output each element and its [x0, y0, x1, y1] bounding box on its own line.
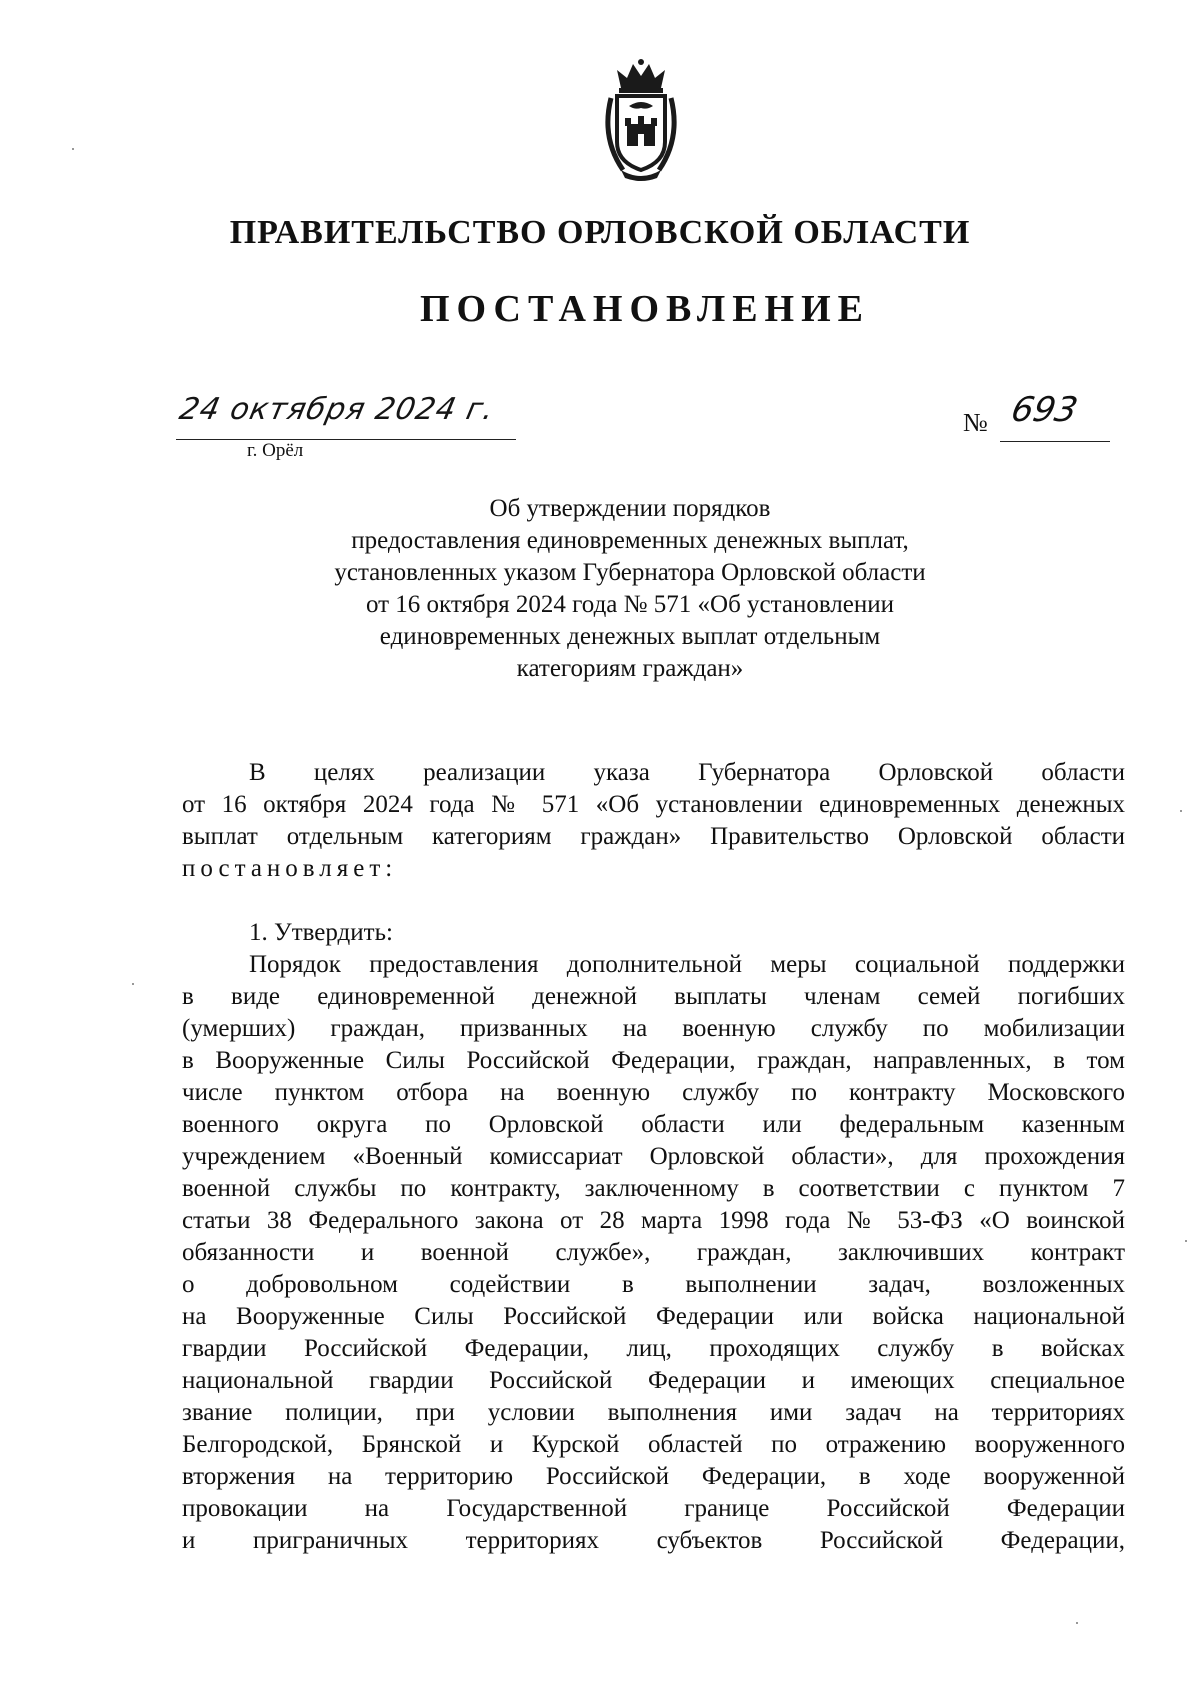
item-line: обязанности и военной службе», граждан, заключивших контракт [182, 1239, 1125, 1266]
document-subject [240, 493, 1020, 685]
paragraph-gap [182, 885, 1125, 917]
item-line: Белгородской, Брянской и Курской областей по отражению вооруженного [182, 1431, 1125, 1458]
preamble-decree-word: постановляет: [182, 855, 398, 882]
document-body [182, 757, 1125, 1557]
subject-line: от 16 октября 2024 года № 571 «Об установлении [365, 591, 895, 618]
item-line: на Вооруженные Силы Российской Федерации или войска национальной [182, 1303, 1125, 1330]
scan-speck [72, 148, 74, 150]
subject-line: категориям граждан» [516, 655, 744, 682]
handwritten-date: 24 октября 2024 г. [176, 392, 498, 427]
subject-line: Об утверждении порядков [489, 495, 771, 522]
item-line: провокации на Государственной границе Российской Федерации [182, 1495, 1125, 1522]
handwritten-number: 693 [1007, 390, 1082, 430]
item-line: статьи 38 Федерального закона от 28 марта 1998 года № 53-ФЗ «О воинской [182, 1207, 1125, 1234]
item-line: о добровольном содействии в выполнении задач, возложенных [182, 1271, 1125, 1298]
item-line: (умерших) граждан, призванных на военную службу по мобилизации [182, 1015, 1125, 1042]
preamble-line: выплат отдельным категориям граждан» Правительство Орловской области [182, 823, 1125, 850]
preamble-line: от 16 октября 2024 года № 571 «Об установлении единовременных денежных [182, 791, 1125, 818]
scan-speck [1180, 810, 1182, 812]
item-heading: 1. Утвердить: [249, 919, 393, 946]
item-line: в виде единовременной денежной выплаты членам семей погибших [182, 983, 1125, 1010]
item-line: военной службы по контракту, заключенному в соответствии с пунктом 7 [182, 1175, 1125, 1202]
item-line: в Вооруженные Силы Российской Федерации, граждан, направленных, в том [182, 1047, 1125, 1074]
preamble-line: В целях реализации указа Губернатора Орловской области [249, 759, 1125, 786]
item-line: вторжения на территорию Российской Федерации, в ходе вооруженной [182, 1463, 1125, 1490]
city-label: г. Орёл [247, 440, 304, 461]
date-underline [176, 439, 516, 440]
scan-speck [132, 983, 134, 985]
orel-region-coat-of-arms-icon [597, 58, 685, 184]
item-line: гвардии Российской Федерации, лиц, проходящих службу в войсках [182, 1335, 1125, 1362]
item-line: национальной гвардии Российской Федерации и имеющих специальное [182, 1367, 1125, 1394]
scan-speck [1185, 1240, 1187, 1242]
document-type-title: ПОСТАНОВЛЕНИЕ [419, 288, 871, 330]
number-label: № [963, 408, 988, 437]
item-line: Порядок предоставления дополнительной меры социальной поддержки [249, 951, 1125, 978]
scan-speck [1076, 1622, 1078, 1624]
item-line: учреждением «Военный комиссариат Орловской области», для прохождения [182, 1143, 1125, 1170]
subject-line: предоставления единовременных денежных выплат, [351, 527, 909, 554]
item-line: звание полиции, при условии выполнения ими задач на территориях [182, 1399, 1125, 1426]
item-line: числе пунктом отбора на военную службу по контракту Московского [182, 1079, 1125, 1106]
item-line: военного округа по Орловской области или федеральным казенным [182, 1111, 1125, 1138]
number-underline [1000, 441, 1110, 442]
organization-title: ПРАВИТЕЛЬСТВО ОРЛОВСКОЙ ОБЛАСТИ [229, 214, 971, 251]
subject-line: установленных указом Губернатора Орловской области [334, 559, 926, 586]
subject-line: единовременных денежных выплат отдельным [379, 623, 881, 650]
item-line: и приграничных территориях субъектов Российской Федерации, [182, 1527, 1125, 1554]
